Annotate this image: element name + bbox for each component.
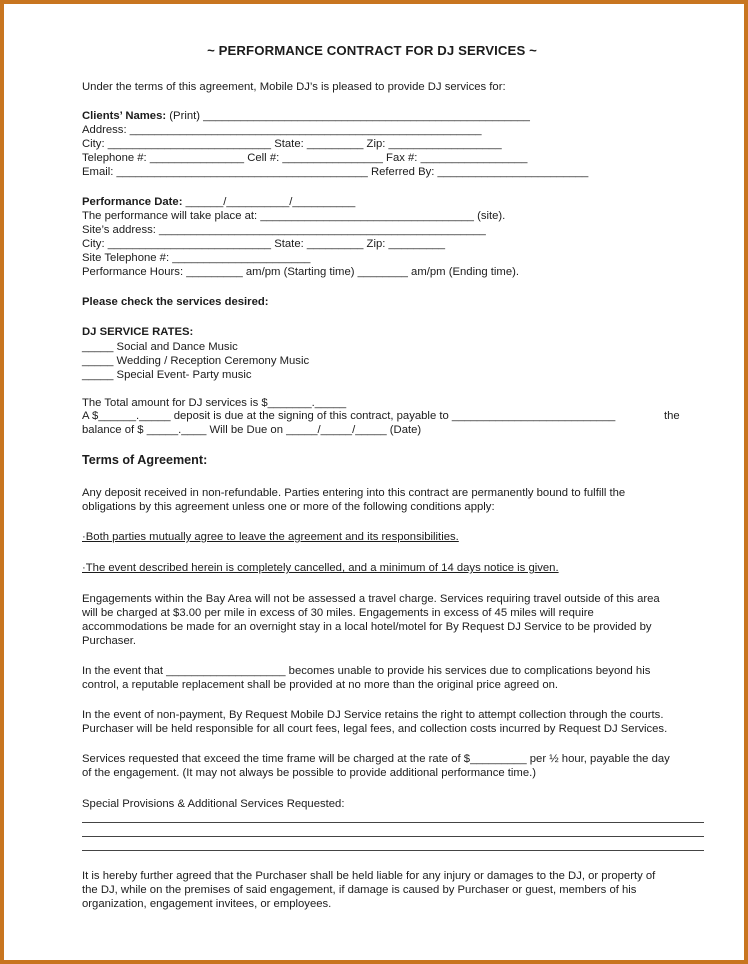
performance-hours-field[interactable]: Performance Hours: _________ am/pm (Starting time) ________ am/pm (Ending time). [82,266,520,278]
performance-date-label: Performance Date: [82,196,183,208]
special-provisions-label: Special Provisions & Additional Services Requested: [82,798,345,810]
travel-para-line: accommodations be made for an overnight stay in a local hotel/motel for By Request DJ Service to be provided by [82,621,652,633]
deposit-para-line: obligations by this agreement unless one or more of the following conditions apply: [82,501,495,513]
performance-site-field[interactable]: The performance will take place at: __________________________________ (site). [82,210,506,222]
service-rates-heading: DJ SERVICE RATES: [82,326,194,338]
nonpayment-para-line: In the event of non-payment, By Request Mobile DJ Service retains the right to attempt collection through the courts. [82,709,664,721]
performance-date-line [82,195,355,209]
overtime-para-line: of the engagement. (It may not always be possible to provide additional performance time.) [82,767,537,779]
site-city-state-zip-field[interactable]: City: __________________________ State: _________ Zip: _________ [82,238,446,250]
replacement-para-line: In the event that ___________________ becomes unable to provide his services due to complications beyond his [82,665,651,677]
total-amount-field[interactable]: The Total amount for DJ services is $_______._____ [82,397,347,409]
deposit-field[interactable]: A $______._____ deposit is due at the signing of this contract, payable to __________________________ [82,410,616,422]
site-telephone-field[interactable]: Site Telephone #: ______________________ [82,252,311,264]
liability-para-line: the DJ, while on the premises of said engagement, if damage is caused by Purchaser or guest, members of his [82,884,637,896]
performance-date-field[interactable]: ______/__________/__________ [182,196,356,208]
service-option-wedding[interactable]: _____ Wedding / Reception Ceremony Music [82,355,310,367]
overtime-para-line: Services requested that exceed the time frame will be charged at the rate of $_________ per ½ hour, payable the day [82,753,670,765]
replacement-para-line: control, a reputable replacement shall be provided at no more than the original price agreed on. [82,679,559,691]
condition-mutual-agreement: ·Both parties mutually agree to leave the agreement and its responsibilities. [82,531,459,543]
site-address-field[interactable]: Site’s address: ____________________________________________________ [82,224,486,236]
travel-para-line: Purchaser. [82,635,137,647]
travel-para-line: Engagements within the Bay Area will not be assessed a travel charge. Services requiring travel outside of this area [82,593,660,605]
provisions-blank-line[interactable] [82,836,704,837]
client-phone-fields[interactable]: Telephone #: _______________ Cell #: ________________ Fax #: _________________ [82,152,528,164]
terms-heading: Terms of Agreement: [82,453,208,467]
intro-text: Under the terms of this agreement, Mobile DJ’s is pleased to provide DJ services for: [82,81,506,93]
provisions-blank-line[interactable] [82,850,704,851]
client-names-line [82,109,530,123]
client-names-label: Clients’ Names: [82,110,167,122]
liability-para-line: It is hereby further agreed that the Purchaser shall be held liable for any injury or damages to the DJ, or property of [82,870,656,882]
nonpayment-para-line: Purchaser will be held responsible for all court fees, legal fees, and collection costs incurred by Request DJ Services. [82,723,668,735]
condition-cancellation: ·The event described herein is completely cancelled, and a minimum of 14 days notice is given. [82,562,559,574]
page-title: ~ PERFORMANCE CONTRACT FOR DJ SERVICES ~ [207,43,537,58]
deposit-the-word: the [664,410,680,422]
services-check-label: Please check the services desired: [82,296,269,308]
client-names-field[interactable]: (Print) ____________________________________________________ [166,110,530,122]
client-address-field[interactable]: Address: ________________________________________________________ [82,124,482,136]
service-option-special-event[interactable]: _____ Special Event- Party music [82,369,252,381]
service-option-social[interactable]: _____ Social and Dance Music [82,341,238,353]
client-city-state-zip-field[interactable]: City: __________________________ State: _________ Zip: __________________ [82,138,502,150]
balance-due-field[interactable]: balance of $ _____.____ Will be Due on _____/_____/_____ (Date) [82,424,422,436]
client-email-referral-fields[interactable]: Email: ________________________________________ Referred By: ________________________ [82,166,589,178]
travel-para-line: will be charged at $3.00 per mile in excess of 30 miles. Engagements in excess of 45 miles will require [82,607,594,619]
provisions-blank-line[interactable] [82,822,704,823]
liability-para-line: organization, engagement invitees, or employees. [82,898,332,910]
deposit-para-line: Any deposit received in non-refundable. Parties entering into this contract are permanently bound to fulfill the [82,487,626,499]
